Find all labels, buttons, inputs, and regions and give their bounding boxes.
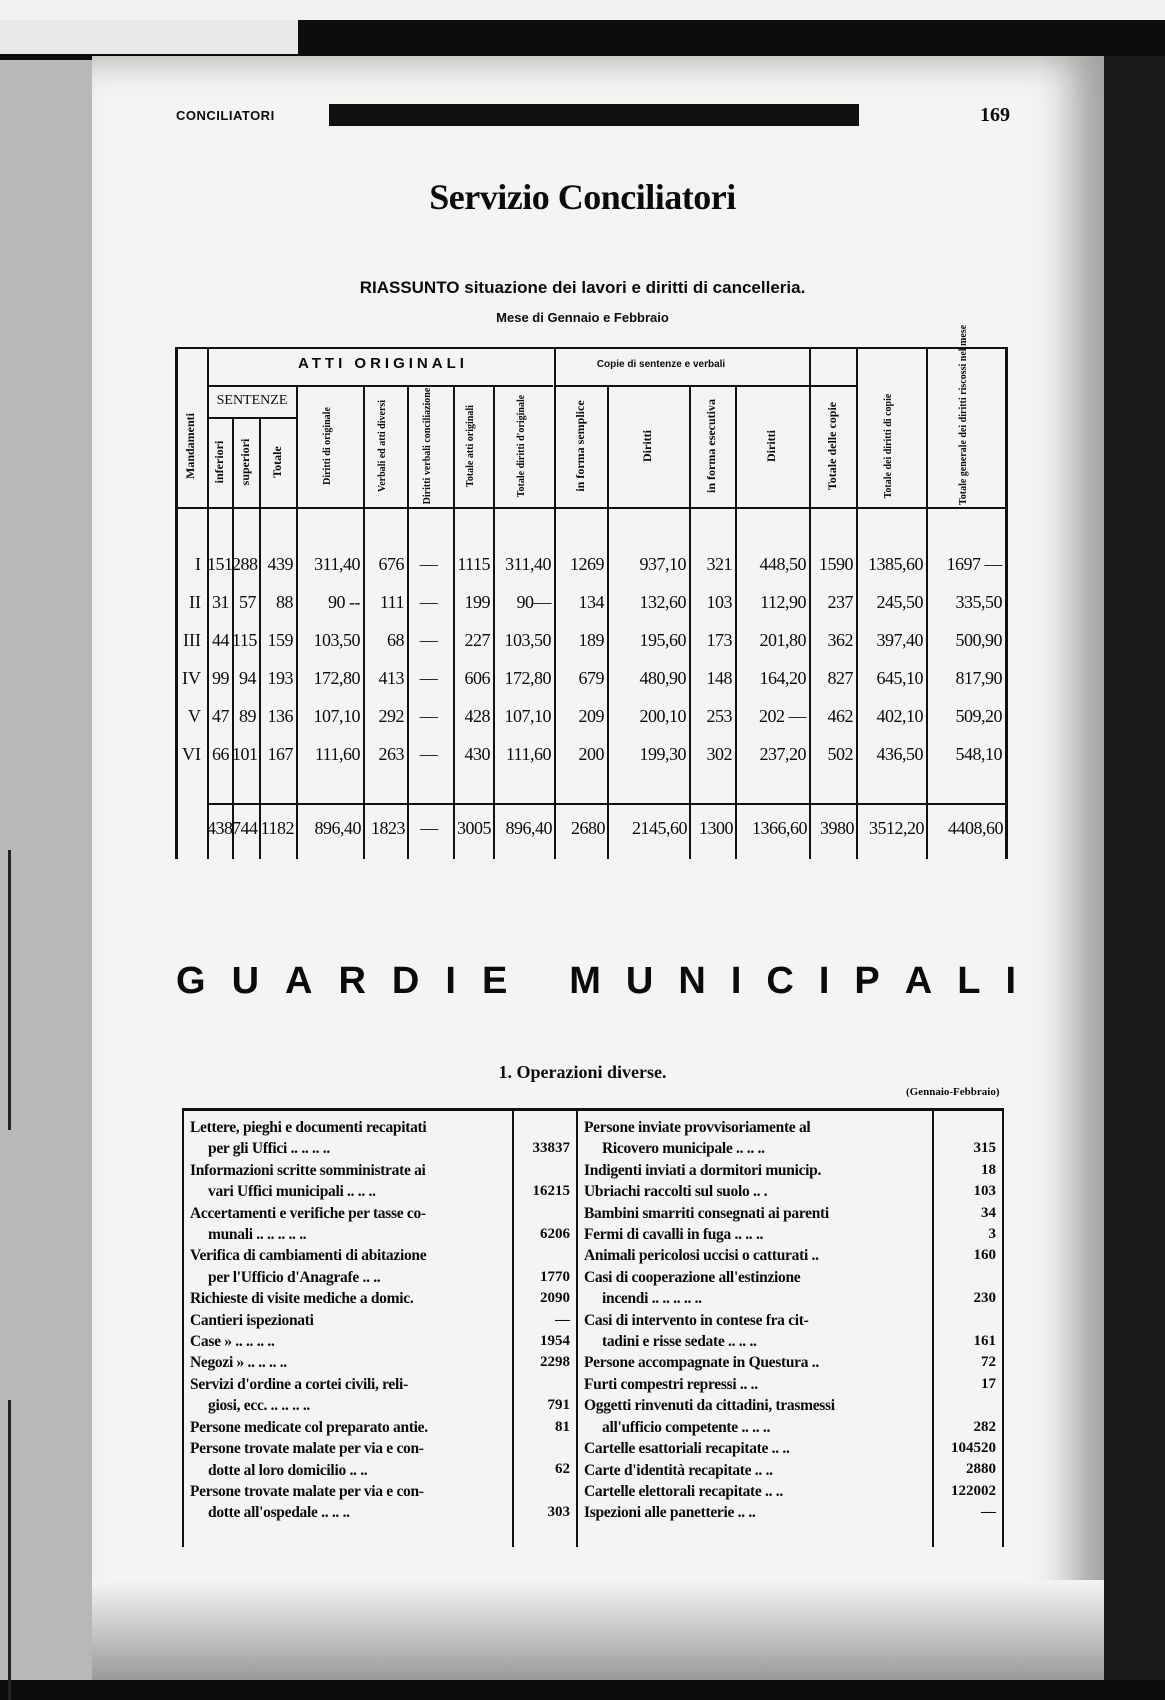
table-cell: 321 bbox=[706, 554, 732, 574]
entry-text: dotte all'ospedale .. .. .. bbox=[208, 1504, 350, 1522]
group-sentenze: SENTENZE bbox=[216, 393, 288, 408]
column-header: in forma esecutiva bbox=[704, 399, 718, 493]
table-cell: — bbox=[419, 630, 438, 650]
table-cell: 606 bbox=[464, 668, 490, 688]
entry-text: Ricovero municipale .. .. .. bbox=[602, 1140, 765, 1158]
table-cell: 101 bbox=[232, 744, 258, 764]
table-cell: 311,40 bbox=[314, 554, 360, 574]
entry-text: Indigenti inviati a dormitori municip. bbox=[584, 1161, 822, 1179]
column-header: Totale atti originali bbox=[465, 405, 476, 487]
entry-text: Verifica di cambiamenti di abitazione bbox=[190, 1247, 427, 1265]
table-cell: 436,50 bbox=[876, 744, 923, 764]
table-cell: — bbox=[419, 706, 438, 726]
entry-value: 122002 bbox=[951, 1482, 996, 1499]
column-header: Totale dei diritti di copie bbox=[883, 393, 894, 499]
table-cell: 136 bbox=[267, 706, 293, 726]
table-cell: 302 bbox=[706, 744, 732, 764]
page-bottom-shadow bbox=[92, 1580, 1104, 1680]
operazioni-table bbox=[182, 1108, 1004, 1547]
entry-value: 160 bbox=[973, 1247, 996, 1264]
row-label: II bbox=[189, 592, 201, 612]
table-cell: 94 bbox=[239, 668, 256, 688]
operazioni-entry bbox=[584, 1160, 928, 1181]
margin-rule bbox=[8, 1400, 11, 1700]
column-header: Diritti verbali conciliazione bbox=[422, 387, 433, 505]
table-cell: 428 bbox=[464, 706, 490, 726]
scan-border-top bbox=[0, 0, 1165, 20]
table-cell: 107,10 bbox=[504, 706, 551, 726]
entry-text: munali .. .. .. .. .. bbox=[208, 1226, 307, 1244]
table-rule bbox=[407, 385, 409, 859]
scan-border-tab bbox=[0, 20, 298, 54]
table-cell: 111 bbox=[379, 592, 404, 612]
entry-value: 6206 bbox=[540, 1226, 570, 1242]
table-rule bbox=[1002, 1111, 1004, 1547]
table-cell: 413 bbox=[378, 668, 404, 688]
total-cell: 3980 bbox=[820, 818, 854, 838]
table-rule bbox=[735, 385, 737, 859]
table-rule bbox=[175, 347, 1005, 349]
table-cell: 151 bbox=[207, 554, 233, 574]
table-rule bbox=[512, 1111, 514, 1547]
table-cell: 132,60 bbox=[639, 592, 686, 612]
table-cell: 288 bbox=[232, 554, 258, 574]
row-label: VI bbox=[182, 744, 201, 764]
table-cell: 189 bbox=[578, 630, 604, 650]
margin-rule bbox=[8, 850, 11, 1130]
table-cell: 112,90 bbox=[760, 592, 806, 612]
table-cell: 111,60 bbox=[314, 744, 360, 764]
table-cell: 159 bbox=[267, 630, 293, 650]
operazioni-entry bbox=[584, 1374, 928, 1395]
operazioni-entry bbox=[584, 1181, 928, 1202]
entry-value: 1954 bbox=[540, 1333, 570, 1349]
total-cell: 896,40 bbox=[505, 818, 552, 838]
table-rule bbox=[363, 385, 365, 859]
entry-value: 17 bbox=[981, 1375, 996, 1392]
table-cell: 115 bbox=[232, 630, 257, 650]
table-cell: 134 bbox=[578, 592, 604, 612]
entry-text: Informazioni scritte somministrate ai bbox=[190, 1161, 426, 1179]
table-cell: 1385,60 bbox=[868, 554, 923, 574]
total-cell: 438 bbox=[207, 818, 233, 838]
total-cell: 2680 bbox=[571, 818, 605, 838]
table-cell: 103,50 bbox=[313, 630, 360, 650]
table-cell: 172,80 bbox=[504, 668, 551, 688]
entry-value: 791 bbox=[547, 1397, 570, 1414]
entry-text: Bambini smarriti consegnati ai parenti bbox=[584, 1204, 829, 1222]
entry-value: 230 bbox=[973, 1290, 996, 1307]
table-cell: 167 bbox=[267, 744, 293, 764]
table-cell: 66 bbox=[212, 744, 229, 764]
table-cell: 90 -- bbox=[328, 592, 360, 612]
table-cell: 57 bbox=[239, 592, 256, 612]
table-cell: 90— bbox=[516, 592, 551, 612]
table-cell: 263 bbox=[378, 744, 404, 764]
entry-text: Fermi di cavalli in fuga .. .. .. bbox=[584, 1226, 764, 1244]
column-header: Totale diritti d'originale bbox=[515, 394, 527, 498]
entry-text: per gli Uffici .. .. .. .. bbox=[208, 1140, 330, 1158]
table-cell: 430 bbox=[464, 744, 490, 764]
entry-text: Casi di cooperazione all'estinzione bbox=[584, 1268, 801, 1286]
table-rule bbox=[207, 803, 1007, 805]
table-rule bbox=[932, 1111, 934, 1547]
operazioni-entry bbox=[584, 1438, 928, 1459]
table-cell: 335,50 bbox=[955, 592, 1002, 612]
operazioni-entry bbox=[584, 1245, 928, 1266]
entry-text: Cantieri ispezionati bbox=[190, 1311, 314, 1329]
table-rule bbox=[296, 385, 298, 859]
table-cell: 676 bbox=[378, 554, 404, 574]
operazioni-entry bbox=[584, 1460, 928, 1481]
table-cell: 199,30 bbox=[639, 744, 686, 764]
entry-text: dotte al loro domicilio .. .. bbox=[208, 1461, 368, 1479]
guardie-municipali-title bbox=[176, 960, 1016, 1003]
entry-text: Oggetti rinvenuti da cittadini, trasmessi bbox=[584, 1397, 835, 1415]
table-cell: 202 — bbox=[759, 706, 806, 726]
title-letter: G bbox=[176, 960, 206, 1002]
entry-text: Negozi » .. .. .. .. bbox=[190, 1354, 287, 1372]
table-cell: 44 bbox=[212, 630, 229, 650]
entry-value: — bbox=[555, 1311, 570, 1328]
column-header: in forma semplice bbox=[572, 400, 587, 492]
title-letter: I bbox=[1005, 960, 1016, 1002]
scan-right-edge bbox=[1104, 56, 1165, 1680]
table-cell: 107,10 bbox=[313, 706, 360, 726]
operazioni-entry bbox=[584, 1224, 928, 1245]
operazioni-left-column bbox=[190, 1117, 508, 1524]
column-header: Diritti di originale bbox=[321, 407, 333, 485]
table-cell: 548,10 bbox=[955, 744, 1002, 764]
entry-text: Ispezioni alle panetterie .. .. bbox=[584, 1504, 756, 1522]
table-cell: 362 bbox=[827, 630, 853, 650]
total-cell: 1366,60 bbox=[752, 818, 807, 838]
table-cell: 88 bbox=[276, 592, 293, 612]
operazioni-entry bbox=[190, 1331, 508, 1352]
operazioni-entry bbox=[584, 1267, 928, 1310]
entry-text: Servizi d'ordine a cortei civili, reli- bbox=[190, 1375, 408, 1393]
operazioni-entry bbox=[584, 1203, 928, 1224]
table-rule bbox=[1005, 347, 1008, 859]
entry-value: 282 bbox=[973, 1418, 996, 1435]
entry-text: Furti compestri repressi .. .. bbox=[584, 1375, 758, 1393]
table-cell: 679 bbox=[578, 668, 604, 688]
entry-text: Persone medicate col preparato antie. bbox=[190, 1418, 428, 1436]
column-header: superiori bbox=[237, 438, 252, 486]
title-letter: P bbox=[854, 960, 880, 1002]
table-cell: 311,40 bbox=[505, 554, 551, 574]
table-cell: 68 bbox=[387, 630, 404, 650]
row-label: V bbox=[188, 706, 201, 726]
table-cell: 31 bbox=[212, 592, 229, 612]
entry-text: Casi di intervento in contese fra cit- bbox=[584, 1311, 809, 1329]
table-cell: — bbox=[419, 592, 438, 612]
entry-value: 34 bbox=[981, 1204, 996, 1221]
table-cell: 164,20 bbox=[759, 668, 806, 688]
guardie-title-word bbox=[176, 960, 507, 1003]
entry-text: incendi .. .. .. .. .. bbox=[602, 1290, 702, 1308]
operazioni-entry bbox=[584, 1502, 928, 1523]
entry-value: 81 bbox=[555, 1418, 570, 1435]
table-cell: 172,80 bbox=[313, 668, 360, 688]
title-letter: U bbox=[231, 960, 260, 1002]
total-cell: 1300 bbox=[699, 818, 733, 838]
operazioni-entry bbox=[190, 1310, 508, 1331]
entry-value: 315 bbox=[973, 1140, 996, 1157]
entry-value: 3 bbox=[988, 1226, 996, 1242]
table-cell: 103,50 bbox=[504, 630, 551, 650]
table-cell: 397,40 bbox=[876, 630, 923, 650]
table-cell: 103 bbox=[706, 592, 732, 612]
operazioni-right-column bbox=[584, 1117, 928, 1524]
operazioni-entry bbox=[190, 1374, 508, 1417]
column-header: Diritti bbox=[640, 430, 654, 462]
table-cell: 817,90 bbox=[955, 668, 1002, 688]
table-cell: 199 bbox=[464, 592, 490, 612]
total-cell: 3512,20 bbox=[869, 818, 924, 838]
table-cell: 402,10 bbox=[876, 706, 923, 726]
title-letter: A bbox=[904, 960, 933, 1002]
table-cell: 200 bbox=[578, 744, 604, 764]
entry-text: Persone inviate provvisoriamente al bbox=[584, 1119, 811, 1136]
entry-text: Persone accompagnate in Questura .. bbox=[584, 1354, 819, 1372]
entry-text: all'ufficio competente .. .. .. bbox=[602, 1418, 771, 1436]
total-cell: 4408,60 bbox=[948, 818, 1003, 838]
header-decorative-bar bbox=[329, 104, 859, 126]
table-cell: 1590 bbox=[819, 554, 853, 574]
entry-value: 18 bbox=[981, 1161, 996, 1178]
entry-value: 1770 bbox=[540, 1268, 570, 1285]
summary-months: Mese di Gennaio e Febbraio bbox=[496, 310, 669, 325]
table-cell: 827 bbox=[827, 668, 853, 688]
operazioni-entry bbox=[190, 1160, 508, 1203]
entry-text: Cartelle esattoriali recapitate .. .. bbox=[584, 1440, 790, 1458]
title-letter: I bbox=[730, 960, 742, 1002]
table-rule bbox=[493, 385, 495, 859]
total-cell: 896,40 bbox=[314, 818, 361, 838]
table-cell: 462 bbox=[827, 706, 853, 726]
total-cell: 2145,60 bbox=[632, 818, 687, 838]
entry-value: 303 bbox=[547, 1504, 570, 1521]
table-cell: 237 bbox=[827, 592, 853, 612]
table-cell: 148 bbox=[706, 668, 732, 688]
table-rule bbox=[453, 385, 455, 859]
table-cell: 237,20 bbox=[759, 744, 806, 764]
entry-text: Carte d'identità recapitate .. .. bbox=[584, 1461, 773, 1479]
group-copie: Copie di sentenze e verbali bbox=[596, 359, 726, 370]
total-cell: 744 bbox=[232, 818, 258, 838]
table-rule bbox=[182, 1111, 184, 1547]
entry-value: 72 bbox=[981, 1354, 996, 1371]
table-cell: 193 bbox=[267, 668, 293, 688]
total-cell: 3005 bbox=[457, 818, 491, 838]
title-letter: I bbox=[445, 960, 456, 1002]
table-cell: 111,60 bbox=[505, 744, 551, 764]
table-cell: 227 bbox=[464, 630, 490, 650]
entry-value: 161 bbox=[973, 1333, 996, 1349]
table-cell: — bbox=[419, 744, 438, 764]
table-cell: — bbox=[419, 668, 438, 688]
operazioni-entry bbox=[584, 1395, 928, 1438]
total-cell: 1182 bbox=[260, 818, 294, 838]
title-letter: M bbox=[569, 960, 601, 1002]
operazioni-entry bbox=[190, 1417, 508, 1438]
column-header: Mandamenti bbox=[183, 413, 197, 479]
row-label: I bbox=[195, 554, 201, 574]
entry-text: Richieste di visite mediche a domic. bbox=[190, 1290, 414, 1308]
operazioni-entry bbox=[190, 1288, 508, 1309]
operazioni-entry bbox=[190, 1481, 508, 1524]
table-cell: 480,90 bbox=[639, 668, 686, 688]
title-letter: L bbox=[957, 960, 981, 1002]
entry-text: tadini e risse sedate .. .. .. bbox=[602, 1333, 757, 1351]
entry-text: giosi, ecc. .. .. .. .. bbox=[208, 1397, 311, 1415]
table-cell: — bbox=[419, 554, 438, 574]
entry-text: Ubriachi raccolti sul suolo .. . bbox=[584, 1183, 768, 1201]
operazioni-right-values bbox=[936, 1117, 996, 1537]
entry-text: Case » .. .. .. .. bbox=[190, 1333, 275, 1351]
column-header: inferiori bbox=[211, 440, 226, 484]
running-head bbox=[176, 104, 1010, 128]
column-header: Diritti bbox=[764, 430, 778, 462]
title-letter: D bbox=[391, 960, 420, 1002]
table-cell: 645,10 bbox=[876, 668, 923, 688]
scan-left-margin bbox=[0, 60, 92, 1680]
table-cell: 292 bbox=[378, 706, 404, 726]
column-header: Verbali ed atti diversi bbox=[377, 399, 388, 493]
table-cell: 509,20 bbox=[955, 706, 1002, 726]
entry-text: per l'Ufficio d'Anagrafe .. .. bbox=[208, 1268, 381, 1286]
total-cell: 1823 bbox=[371, 818, 405, 838]
row-label: III bbox=[183, 630, 201, 650]
title-letter: C bbox=[766, 960, 794, 1002]
table-cell: 209 bbox=[578, 706, 604, 726]
table-cell: 502 bbox=[827, 744, 853, 764]
section-months: (Gennaio-Febbraio) bbox=[906, 1086, 1000, 1098]
operazioni-entry bbox=[584, 1117, 928, 1160]
table-cell: 200,10 bbox=[639, 706, 686, 726]
section-title: 1. Operazioni diverse. bbox=[498, 1062, 667, 1082]
entry-text: Animali pericolosi uccisi o catturati .. bbox=[584, 1247, 819, 1265]
entry-value: 33837 bbox=[532, 1140, 570, 1157]
page-title: Servizio Conciliatori bbox=[429, 177, 736, 217]
operazioni-entry bbox=[190, 1245, 508, 1288]
title-letter: A bbox=[285, 960, 313, 1002]
guardie-title-word bbox=[569, 960, 1016, 1003]
operazioni-entry bbox=[584, 1310, 928, 1353]
table-cell: 245,50 bbox=[876, 592, 923, 612]
table-cell: 1269 bbox=[570, 554, 604, 574]
entry-text: Persone trovate malate per via e con- bbox=[190, 1482, 424, 1500]
operazioni-entry bbox=[190, 1438, 508, 1481]
operazioni-entry bbox=[190, 1117, 508, 1160]
operazioni-entry bbox=[584, 1352, 928, 1373]
table-cell: 99 bbox=[212, 668, 229, 688]
entry-value: 62 bbox=[555, 1461, 570, 1478]
row-label: IV bbox=[182, 668, 201, 688]
entry-value: 16215 bbox=[532, 1183, 570, 1200]
total-cell: — bbox=[420, 818, 438, 838]
table-cell: 173 bbox=[706, 630, 732, 650]
table-rule bbox=[175, 507, 1005, 509]
conciliatori-table bbox=[175, 324, 1005, 859]
operazioni-entry bbox=[584, 1481, 928, 1502]
column-header: Totale generale dei diritti riscossi nel mese bbox=[957, 324, 969, 505]
table-cell: 937,10 bbox=[639, 554, 686, 574]
column-header: Totale delle copie bbox=[824, 401, 839, 491]
table-cell: 253 bbox=[706, 706, 732, 726]
table-cell: 201,80 bbox=[759, 630, 806, 650]
entry-text: Persone trovate malate per via e con- bbox=[190, 1440, 424, 1458]
entry-value: 2880 bbox=[966, 1461, 996, 1478]
entry-value: 103 bbox=[973, 1183, 996, 1200]
operazioni-left-values bbox=[516, 1117, 570, 1537]
table-cell: 89 bbox=[239, 706, 256, 726]
title-letter: R bbox=[338, 960, 366, 1002]
running-head-left: CONCILIATORI bbox=[176, 108, 275, 123]
entry-value: 2090 bbox=[540, 1290, 570, 1307]
table-cell: 1115 bbox=[457, 554, 490, 574]
table-cell: 448,50 bbox=[759, 554, 806, 574]
title-letter: U bbox=[625, 960, 654, 1002]
table-rule bbox=[576, 1111, 578, 1547]
entry-text: Cartelle elettorali recapitate .. .. bbox=[584, 1482, 783, 1500]
table-cell: 500,90 bbox=[955, 630, 1002, 650]
summary-heading: RIASSUNTO situazione dei lavori e diritti di cancelleria. bbox=[359, 278, 806, 297]
table-cell: 1697 — bbox=[946, 554, 1002, 574]
entry-value: 2298 bbox=[540, 1354, 570, 1371]
title-letter: I bbox=[818, 960, 830, 1002]
table-rule bbox=[607, 385, 609, 859]
table-cell: 195,60 bbox=[639, 630, 686, 650]
title-letter: N bbox=[678, 960, 706, 1002]
entry-text: Accertamenti e verifiche per tasse co- bbox=[190, 1204, 426, 1222]
operazioni-entry bbox=[190, 1203, 508, 1246]
column-header: Totale bbox=[269, 446, 284, 478]
entry-text: vari Uffici municipali .. .. .. bbox=[208, 1183, 376, 1201]
table-cell: 47 bbox=[212, 706, 229, 726]
entry-value: — bbox=[981, 1504, 996, 1521]
title-letter: E bbox=[481, 960, 508, 1002]
page-number: 169 bbox=[980, 104, 1010, 126]
group-atti-originali: ATTI ORIGINALI bbox=[298, 355, 468, 372]
entry-value: 104520 bbox=[951, 1440, 996, 1456]
table-rule bbox=[689, 385, 691, 859]
table-cell: 439 bbox=[267, 554, 293, 574]
operazioni-entry bbox=[190, 1352, 508, 1373]
entry-text: Lettere, pieghi e documenti recapitati bbox=[190, 1119, 427, 1136]
